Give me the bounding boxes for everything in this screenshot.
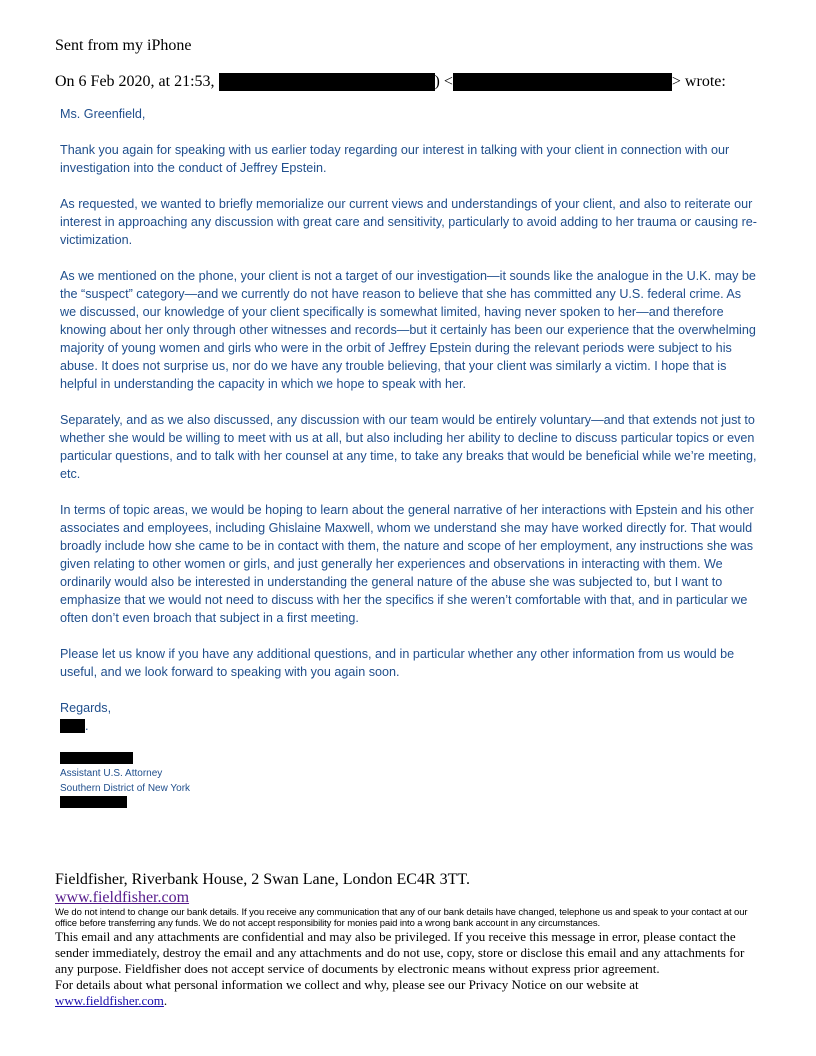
email-body [60,105,760,810]
signature-block [60,752,760,810]
signoff-initials-period: . [85,719,89,733]
signoff: Regards, [60,701,112,715]
privacy-notice-text: For details about what personal information we collect and why, please see our Privacy Notice on our website at [55,977,639,992]
privacy-website-link[interactable]: www.fieldfisher.com [55,993,164,1008]
redacted-sender-name [219,73,435,91]
bank-notice: We do not intend to change our bank details. If you receive any communication that any of our bank details have changed, telephone us and speak to your contact at our office before transferring any funds. We do not accept responsibility for monies paid into a wrong bank account in any circumstances. [55,907,748,929]
quoted-header-suffix: > wrote: [671,73,726,90]
sent-from-line: Sent from my iPhone [55,37,192,54]
privacy-notice-period: . [163,993,168,1008]
redacted-signature-name [60,752,133,764]
privacy-notice [55,977,765,1009]
paragraph-memorialize: As requested, we wanted to briefly memorialize our current views and understandings of your client, and also to reiterate our interest in approaching any discussion with great care and sensitivity, particularly to avoid adding to her trauma or causing re-victimization. [60,197,757,247]
footer-website-link[interactable]: www.fieldfisher.com [55,889,190,906]
redacted-signature-contact [60,796,127,808]
confidentiality-notice: This email and any attachments are confidential and may also be privileged. If you receive this message in error, please contact the sender immediately, destroy the email and any attachments and do not use, copy, store or disclose this email and any attachments for any purpose. Fieldfisher does not accept service of documents by electronic means without express prior agreement. [55,929,745,976]
greeting: Ms. Greenfield, [60,107,146,121]
redacted-initials [60,719,85,733]
paragraph-closing: Please let us know if you have any additional questions, and in particular whether any other information from us would be useful, and we look forward to speaking with you again soon. [60,647,735,679]
signature-office: Southern District of New York [60,783,191,794]
email-footer [55,871,765,1009]
paragraph-thanks: Thank you again for speaking with us earlier today regarding our interest in talking with your client in connection with our investigation into the conduct of Jeffrey Epstein. [60,143,730,175]
quoted-header [55,73,726,91]
quoted-header-paren: ) < [434,73,453,90]
paragraph-voluntary: Separately, and as we also discussed, any discussion with our team would be entirely voluntary—and that extends not just to whether she would be willing to meet with us at all, but also including her ability to decline to discuss particular topics or even particular questions, and to talk with her counsel at any time, to take any breaks that would be beneficial while we’re meeting, etc. [60,413,757,481]
signoff-initials [60,717,760,735]
paragraph-topic-areas: In terms of topic areas, we would be hoping to learn about the general narrative of her interactions with Epstein and his other associates and employees, including Ghislaine Maxwell, whom we understand she may have worked directly for. That would broadly include how she came to be in contact with them, the nature and scope of her employment, any instructions she was given relating to other women or girls, and just generally her experiences and observations in interacting with them. We ordinarily would also be interested in understanding the general nature of the abuse she was subjected to, but I want to emphasize that we would not need to discuss with her the specifics if she weren’t comfortable with that, and in particular we often don’t even broach that subject in a first meeting. [60,503,754,625]
signature-title: Assistant U.S. Attorney [60,768,163,779]
signature-name-row [60,752,760,766]
footer-address: Fieldfisher, Riverbank House, 2 Swan Lane, London EC4R 3TT. [55,871,470,888]
paragraph-not-target: As we mentioned on the phone, your client is not a target of our investigation—it sounds like the analogue in the U.K. may be the “suspect” category—and we currently do not have reason to believe that she has committed any U.S. federal crime. As we discussed, our knowledge of your client specifically is somewhat limited, having never spoken to her—and therefore knowing about her only through other witnesses and records—but it certainly has been our experience that the overwhelming majority of young women and girls who were in the orbit of Jeffrey Epstein during the relevant periods were subject to his abuse. It does not surprise us, nor do we have any trouble believing, that your client was similarly a victim. I hope that is helpful in understanding the capacity in which we hope to speak with her. [60,269,756,391]
redacted-sender-email [453,73,672,91]
quoted-header-prefix: On 6 Feb 2020, at 21:53, [55,73,219,90]
signature-contact-row [60,796,760,810]
